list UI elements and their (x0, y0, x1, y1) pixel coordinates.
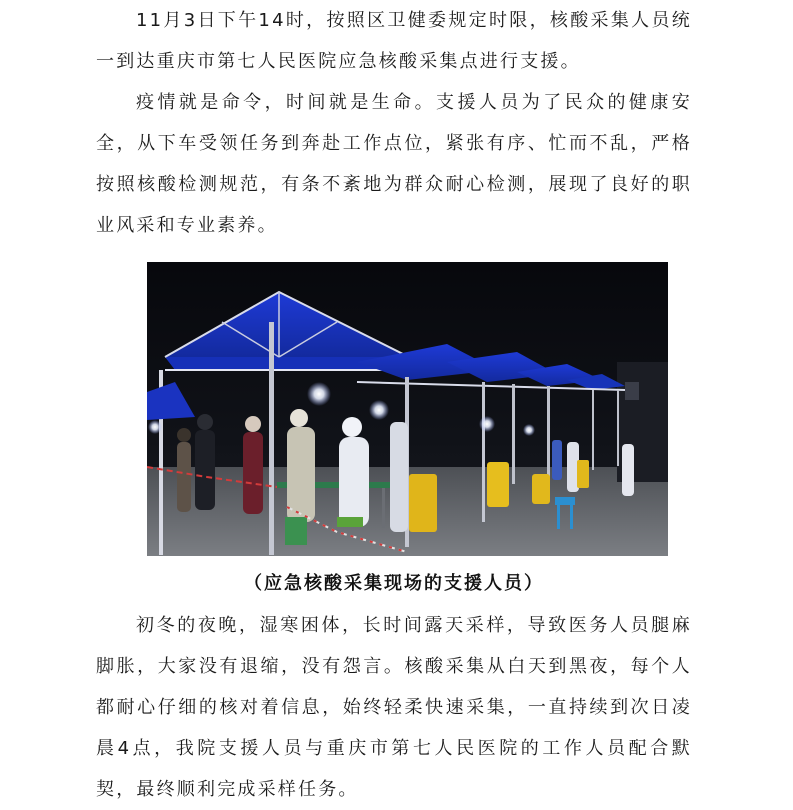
night-sampling-photo (147, 262, 668, 556)
paragraph-arrival: 11月3日下午14时，按照区卫健委规定时限，核酸采集人员统一到达重庆市第七人民医院应急核酸采集点进行支援。 (96, 10, 692, 72)
paragraph-order: 疫情就是命令，时间就是生命。支援人员为了民众的健康安全，从下车受领任务到奔赴工作点位，紧张有序、忙而不乱，严格按照核酸检测规范，有条不紊地为群众耐心检测，展现了良好的职业风采和专业素养。 (96, 92, 692, 236)
paragraph-night-work: 初冬的夜晚，湿寒困体，长时间露天采样，导致医务人员腿麻脚胀，大家没有退缩，没有怨言。核酸采集从白天到黑夜，每个人都耐心仔细的核对着信息，始终轻柔快速采集，一直持续到次日凌晨4点，我院支援人员与重庆市第七人民医院的工作人员配合默契，最终顺利完成采样任务。 (96, 615, 692, 800)
photo-caption: （应急核酸采集现场的支援人员） (244, 573, 544, 594)
